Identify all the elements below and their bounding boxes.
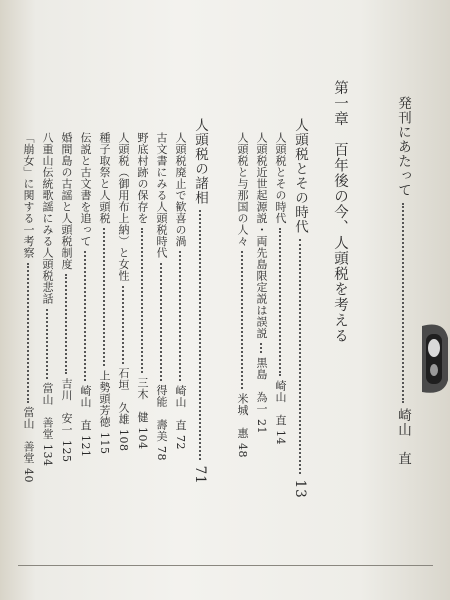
entry-page: 115 bbox=[98, 431, 111, 454]
entry-page: 48 bbox=[236, 443, 249, 458]
entry-title: 人頭税近世起源説・両先島限定説は誤説 bbox=[255, 132, 268, 339]
leader-dots bbox=[103, 228, 105, 366]
chapter-title bbox=[330, 80, 351, 380]
leader-dots bbox=[27, 263, 29, 403]
toc-entry bbox=[272, 132, 288, 478]
entry-title: 種子取祭と人頭税 bbox=[98, 132, 111, 224]
toc-entry bbox=[96, 132, 112, 478]
entry-page: 40 bbox=[22, 468, 35, 483]
leader-dots bbox=[141, 228, 143, 373]
entry-author: 得能 壽美 bbox=[155, 384, 168, 442]
entry-page: 104 bbox=[136, 427, 149, 450]
leader-dots bbox=[160, 263, 162, 381]
chapter-title-text: 第一章 百年後の今、人頭税を考える bbox=[332, 80, 348, 344]
entry-author: 當山 善堂 bbox=[22, 406, 35, 464]
binder-clip-icon bbox=[412, 318, 450, 400]
leader-dots bbox=[46, 309, 48, 379]
leader-dots bbox=[179, 251, 181, 381]
toc-entry bbox=[172, 132, 188, 478]
toc-entry bbox=[77, 132, 93, 478]
leader-dots bbox=[299, 239, 301, 474]
entry-title: 人頭税廃止で歓喜の渦 bbox=[174, 132, 187, 247]
entry-title: 婚間島の古謡と人頭税制度 bbox=[60, 132, 73, 270]
toc-entry-intro bbox=[393, 96, 413, 516]
entry-author: 吉川 安一 bbox=[60, 378, 73, 436]
entry-title: 伝説と古文書を追って bbox=[79, 132, 92, 247]
section-title: 人頭税とその時代 bbox=[292, 118, 308, 234]
entry-page: 72 bbox=[174, 435, 187, 450]
entry-author: 崎山 直 bbox=[174, 385, 187, 431]
entry-author: 上勢頭芳徳 bbox=[98, 370, 111, 428]
bleed-through-text bbox=[6, 95, 20, 475]
entry-title: 野底村跡の保存を bbox=[136, 132, 149, 224]
toc-entry bbox=[134, 132, 150, 478]
entry-page: 121 bbox=[79, 435, 92, 458]
leader-dots bbox=[122, 286, 124, 364]
toc-entry bbox=[253, 132, 269, 478]
entry-author: 三木 健 bbox=[136, 377, 149, 423]
entry-title: 人頭税（御用布上納）と女性 bbox=[117, 132, 130, 282]
section-title: 人頭税の諸相 bbox=[192, 118, 208, 205]
toc-entry bbox=[20, 132, 36, 483]
toc-entry bbox=[39, 132, 55, 478]
section-header-2 bbox=[190, 118, 210, 485]
entry-title: 発刊にあたって bbox=[395, 96, 411, 198]
leader-dots bbox=[241, 251, 243, 389]
entry-author: 崎山 直 bbox=[395, 408, 411, 467]
section-page: 13 bbox=[292, 479, 308, 499]
page-rule bbox=[18, 565, 433, 566]
entry-page: 125 bbox=[60, 439, 73, 462]
entry-title: 八重山伝統歌謡にみる人頭税悲話 bbox=[41, 132, 54, 305]
toc-entry bbox=[153, 132, 169, 478]
leader-dots bbox=[199, 210, 201, 460]
entry-title: 人頭税と与那国の人々 bbox=[236, 132, 249, 247]
entry-page: 108 bbox=[117, 429, 130, 452]
entry-page: 14 bbox=[274, 430, 287, 445]
entry-author: 崎山 直 bbox=[274, 380, 287, 426]
entry-author: 米城 惠 bbox=[236, 393, 249, 439]
entry-author: 崎山 直 bbox=[79, 385, 92, 431]
toc-entry bbox=[58, 132, 74, 478]
entry-page: 21 bbox=[255, 418, 268, 434]
entry-page: 78 bbox=[155, 446, 168, 461]
entry-page: 134 bbox=[41, 444, 54, 467]
leader-dots bbox=[279, 228, 281, 376]
entry-author: 石垣 久雄 bbox=[117, 367, 130, 425]
section-page: 71 bbox=[192, 465, 208, 485]
leader-dots bbox=[260, 343, 262, 353]
leader-dots bbox=[84, 251, 86, 381]
leader-dots bbox=[402, 203, 404, 403]
entry-title: 「崩女」に関する一考察 bbox=[22, 132, 35, 259]
toc-entry bbox=[234, 132, 250, 478]
toc-entry bbox=[115, 132, 131, 478]
entry-author: 黒島 為一 bbox=[255, 357, 268, 415]
entry-title: 古文書にみる人頭税時代 bbox=[155, 132, 168, 259]
entry-author: 當山 善堂 bbox=[41, 382, 54, 440]
leader-dots bbox=[65, 274, 67, 374]
entry-title: 人頭税とその時代 bbox=[274, 132, 287, 224]
section-header-1 bbox=[290, 118, 310, 499]
